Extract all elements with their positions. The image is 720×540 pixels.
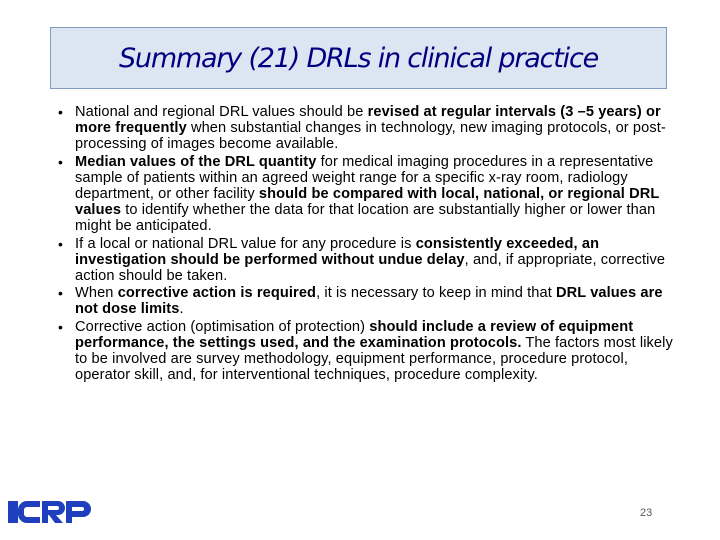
bullet-bold-text: should be compared with local, national, or regional DRL values <box>75 186 660 219</box>
slide-title: Summary (21) DRLs in clinical practice <box>118 42 598 74</box>
bullet-bold-text: consistently exceeded, an investigation should be performed without undue delay <box>75 235 600 268</box>
bullet-list <box>58 104 678 384</box>
bullet-dot-icon: • <box>58 235 64 252</box>
bullet-text: National and regional DRL values should be <box>75 104 368 120</box>
bullet-text: for medical imaging procedures in a representative sample of patients within an agreed weight range for a specific x-ray room, radiology department, or other facility <box>75 153 654 203</box>
bullet-bold-text: Median values of the DRL quantity <box>75 153 317 170</box>
bullet-item <box>58 104 678 153</box>
bullet-bold-text: corrective action is required <box>117 285 317 302</box>
bullet-item <box>58 285 678 317</box>
bullet-text: when substantial changes in technology, new imaging protocols, or post-processing of images become available. <box>75 120 666 153</box>
bullet-text: When <box>75 285 118 302</box>
bullet-text: If a local or national DRL value for any procedure is <box>75 235 416 252</box>
bullet-dot-icon: • <box>58 285 64 302</box>
bullet-text: Corrective action (optimisation of protection) <box>75 318 370 335</box>
bullet-bold-text: revised at regular intervals (3 –5 years) or more frequently <box>75 104 661 137</box>
logo-letter-c <box>18 501 40 523</box>
bullet-text: The factors most likely to be involved are survey methodology, equipment performance, procedure protocol, operator skill, and, for interventional techniques, procedure complexity. <box>75 334 673 384</box>
bullet-text: to identify whether the data for that location are substantially higher or lower than might be anticipated. <box>75 202 656 235</box>
bullet-bold-text: DRL values are not dose limits <box>75 285 663 318</box>
bullet-dot-icon: • <box>58 153 64 170</box>
logo-letter-i <box>8 501 18 523</box>
logo-letter-r <box>42 501 65 523</box>
logo-letter-p <box>66 501 91 523</box>
bullet-text: , and, if appropriate, corrective action should be taken. <box>75 251 666 285</box>
bullet-item <box>58 236 678 285</box>
bullet-item <box>58 319 678 384</box>
bullet-item <box>58 154 678 235</box>
icrp-logo <box>8 497 92 527</box>
bullet-dot-icon: • <box>58 318 64 335</box>
page-number: 23 <box>640 507 653 519</box>
bullet-text: , it is necessary to keep in mind that <box>316 285 557 302</box>
title-box <box>50 27 667 89</box>
bullet-bold-text: should include a review of equipment performance, the settings used, and the examination protocols. <box>75 318 634 351</box>
bullet-text: . <box>179 301 184 318</box>
bullet-dot-icon: • <box>58 104 64 120</box>
